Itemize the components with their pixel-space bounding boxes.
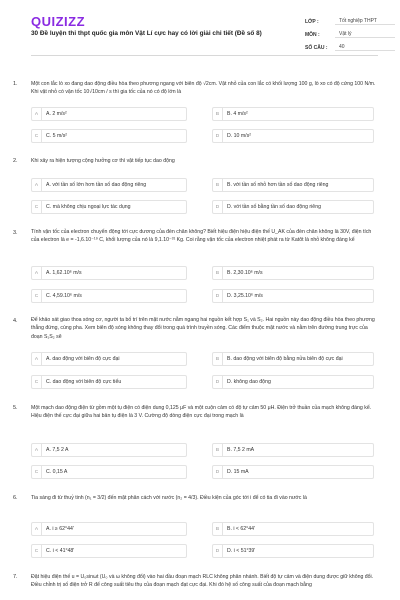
question-text: Đặt hiệu điện thế u = U₀sinωt (U₀ và ω không đổi) vào hai đầu đoạn mạch RLC không phân nhánh. Biết độ tự cảm và điện dung được giữ không đổi. Điều chỉnh trị số điện trở R để công suất tiêu thụ của đoạn mạch đạt cực đại. Khi đó hệ số công suất của đoạn mạch bằng	[31, 574, 374, 589]
answer-option-a[interactable]	[31, 352, 187, 366]
worksheet-title: 30 Đề luyện thi thpt quốc gia môn Vật Lí cực hay có lời giải chi tiết (Đề số 8)	[31, 30, 262, 37]
option-letter: B	[213, 179, 223, 191]
option-letter: D	[213, 130, 223, 142]
worksheet-meta	[305, 15, 395, 54]
question-number: 1.	[13, 81, 18, 87]
option-text: D. 15 mA	[227, 469, 249, 475]
option-text: B. 7,5 2 mA	[227, 447, 255, 453]
question-number: 4.	[13, 318, 18, 324]
option-letter: C	[32, 466, 42, 478]
option-text: A. 2 m/s²	[46, 111, 67, 117]
question-number: 2.	[13, 158, 18, 164]
answer-option-d[interactable]	[212, 289, 374, 303]
option-letter: C	[32, 376, 42, 388]
option-text: D. 3,25.10⁶ m/s	[227, 293, 263, 299]
answer-option-d[interactable]	[212, 544, 374, 558]
quizizz-logo: QUIZIZZ	[31, 14, 86, 29]
answer-option-d[interactable]	[212, 465, 374, 479]
option-letter: A	[32, 108, 42, 120]
answer-option-c[interactable]	[31, 375, 187, 389]
option-text: A. 1,62.10⁶ m/s	[46, 270, 82, 276]
option-letter: A	[32, 267, 42, 279]
question-text: Để khảo sát giao thoa sóng cơ, người ta bố trí trên mặt nước nằm ngang hai nguồn kết hợp S₁ và S₂. Hai nguồn này dao động điều hòa theo phương thẳng đứng, cùng pha. Xem biên độ sóng không thay đổi trong quá trình truyền sóng. Các điểm thuộc mặt nước và nằm trên đường trung trực của đoạn S₁S₂ sẽ	[31, 317, 375, 340]
option-text: D. 10 m/s²	[227, 133, 251, 139]
option-letter: C	[32, 130, 42, 142]
option-letter: B	[213, 444, 223, 456]
option-letter: D	[213, 290, 223, 302]
option-text: D. không dao động	[227, 379, 271, 385]
meta-class-value: Tốt nghiệp THPT	[335, 18, 395, 25]
option-letter: D	[213, 376, 223, 388]
answer-option-a[interactable]	[31, 107, 187, 121]
option-letter: A	[32, 353, 42, 365]
question-text: Tia sáng đi từ thuỷ tinh (n₁ = 3/2) đến mặt phân cách với nước (n₂ = 4/3). Điều kiện của góc tới i để có tia đi vào nước là	[31, 495, 307, 501]
answer-option-d[interactable]	[212, 129, 374, 143]
answer-option-a[interactable]	[31, 178, 187, 192]
question-number: 3.	[13, 230, 18, 236]
option-text: B. 4 m/s²	[227, 111, 248, 117]
answer-option-c[interactable]	[31, 544, 187, 558]
option-letter: D	[213, 201, 223, 213]
option-letter: B	[213, 108, 223, 120]
option-text: A. 7,5 2 A	[46, 447, 69, 453]
option-letter: C	[32, 201, 42, 213]
answer-option-a[interactable]	[31, 522, 187, 536]
option-text: A. i ≥ 62°44'	[46, 526, 74, 532]
answer-option-c[interactable]	[31, 129, 187, 143]
option-letter: A	[32, 523, 42, 535]
option-text: D. i < 51°39'	[227, 548, 256, 554]
question-text: Tính vận tốc của electron chuyển động tới cực dương của đèn chân không? Biết hiệu điện hiệu điện thế U_AK của đèn chân không là 30V, điện tích của electron là e = -1,6.10⁻¹⁹ C, khối lượng của nó là 9,1.10⁻³¹ Kg. Coi rằng vận tốc của electron nhiệt phát ra từ Katôt là nhỏ không đáng kể	[31, 229, 372, 244]
answer-option-b[interactable]	[212, 178, 374, 192]
option-text: B. với tần số nhỏ hơn tần số dao động riêng	[227, 182, 329, 188]
option-letter: D	[213, 466, 223, 478]
option-text: A. dao động với biên độ cực đại	[46, 356, 120, 362]
option-letter: B	[213, 353, 223, 365]
option-letter: C	[32, 545, 42, 557]
question-number: 7.	[13, 574, 18, 580]
answer-option-b[interactable]	[212, 522, 374, 536]
answer-option-a[interactable]	[31, 443, 187, 457]
option-text: B. 2,30.10⁶ m/s	[227, 270, 263, 276]
answer-option-c[interactable]	[31, 200, 187, 214]
option-letter: B	[213, 267, 223, 279]
meta-subject-label: MÔN :	[305, 31, 320, 38]
meta-subject-value: Vật lý	[335, 31, 395, 38]
option-text: A. với tần số lớn hơn tần số dao động riêng	[46, 182, 147, 188]
option-text: C. 4,59.10⁶ m/s	[46, 293, 82, 299]
option-text: C. 0,15 A	[46, 469, 68, 475]
option-letter: D	[213, 545, 223, 557]
title-divider	[31, 55, 378, 56]
option-text: B. dao động với biên độ bằng nửa biên độ cực đại	[227, 356, 343, 362]
question-number: 6.	[13, 495, 18, 501]
answer-option-b[interactable]	[212, 266, 374, 280]
question-text: Khi xảy ra hiện tượng cộng hưởng cơ thì vật tiếp tục dao động	[31, 158, 175, 164]
option-letter: A	[32, 179, 42, 191]
answer-option-d[interactable]	[212, 200, 374, 214]
question-number: 5.	[13, 405, 18, 411]
option-letter: A	[32, 444, 42, 456]
meta-subject-row	[305, 28, 395, 41]
option-text: B. i < 62°44'	[227, 526, 256, 532]
answer-option-d[interactable]	[212, 375, 374, 389]
option-text: C. dao động với biên độ cực tiểu	[46, 379, 122, 385]
option-text: C. mà không chịu ngoại lực tác dụng	[46, 204, 131, 210]
answer-option-b[interactable]	[212, 352, 374, 366]
option-text: C. i < 41°48'	[46, 548, 75, 554]
meta-count-row	[305, 41, 395, 54]
question-text: Một con lắc lò xo đang dao động điều hòa theo phương ngang với biên độ √2cm. Vật nhỏ của con lắc có khối lượng 100 g, lò xo có độ cứng 100 N/m. Khi vật nhỏ có vận tốc 10√10cm / s thì gia tốc của nó có độ lớn là	[31, 81, 376, 96]
meta-count-label: SỐ CÂU :	[305, 44, 328, 51]
answer-option-b[interactable]	[212, 443, 374, 457]
option-letter: C	[32, 290, 42, 302]
meta-class-label: LỚP :	[305, 18, 319, 25]
answer-option-a[interactable]	[31, 266, 187, 280]
answer-option-b[interactable]	[212, 107, 374, 121]
answer-option-c[interactable]	[31, 289, 187, 303]
question-text: Một mạch dao động điện từ gồm một tụ điện có điện dung 0,125 μF và một cuộn cảm có độ tự cảm 50 μH. Điện trở thuần của mạch không đáng kể. Hiệu điện thế cực đại giữa hai bản tụ điện là 3 V. Cường độ dòng điện cực đại trong mạch là	[31, 405, 372, 420]
meta-class-row	[305, 15, 395, 28]
option-text: C. 5 m/s²	[46, 133, 68, 139]
option-letter: B	[213, 523, 223, 535]
answer-option-c[interactable]	[31, 465, 187, 479]
meta-count-value: 40	[335, 44, 395, 51]
option-text: D. với tần số bằng tần số dao động riêng	[227, 204, 321, 210]
